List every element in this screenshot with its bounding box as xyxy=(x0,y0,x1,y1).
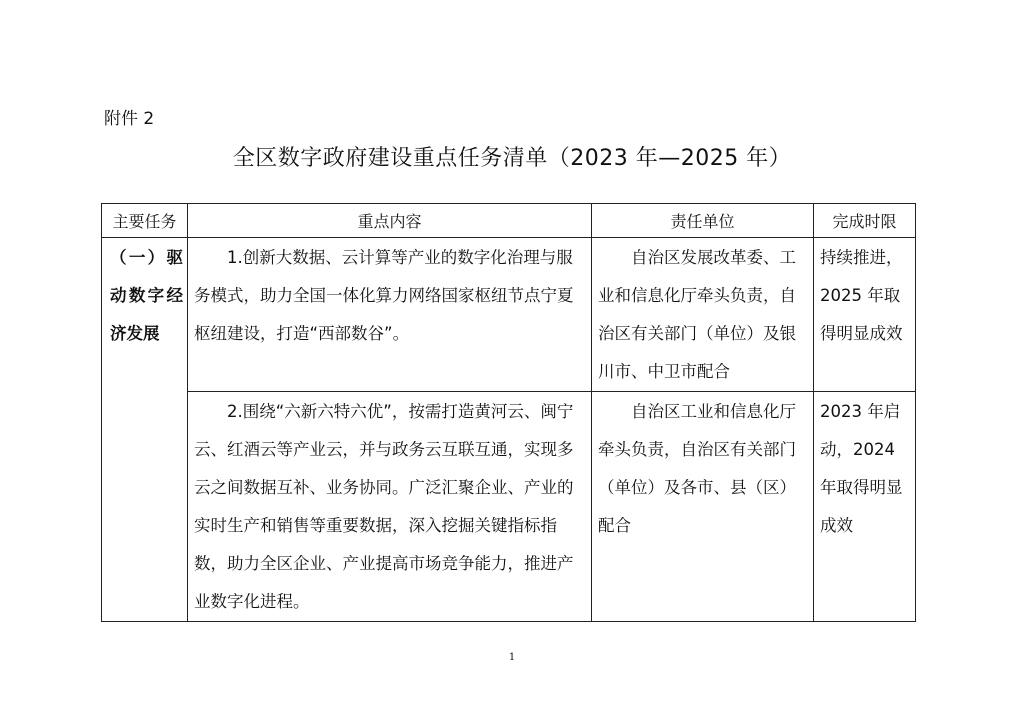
attachment-label: 附件 2 xyxy=(104,109,155,129)
category-label: （一）驱动数字经济发展 xyxy=(110,248,183,343)
category-cell xyxy=(102,238,188,622)
document-title: 全区数字政府建设重点任务清单（2023 年—2025 年） xyxy=(232,146,792,171)
header-key-content: 重点内容 xyxy=(188,204,592,238)
responsible-cell xyxy=(592,238,814,392)
header-deadline: 完成时限 xyxy=(814,204,916,238)
row-deadline: 持续推进，2025 年取得明显成效 xyxy=(820,248,903,343)
row-responsible: 自治区工业和信息化厅牵头负责，自治区有关部门（单位）及各市、县（区）配合 xyxy=(598,402,796,535)
header-responsible-unit: 责任单位 xyxy=(592,204,814,238)
table-row xyxy=(102,238,916,392)
row-deadline: 2023 年启动，2024 年取得明显成效 xyxy=(820,402,903,535)
content-cell xyxy=(188,238,592,392)
responsible-cell xyxy=(592,392,814,622)
row-responsible: 自治区发展改革委、工业和信息化厅牵头负责，自治区有关部门（单位）及银川市、中卫市配合 xyxy=(598,248,796,381)
page-number: 1 xyxy=(508,652,516,663)
task-list-table xyxy=(101,203,916,622)
row-content: 2.围绕“六新六特六优”，按需打造黄河云、闽宁云、红酒云等产业云，并与政务云互联互通，实现多云之间数据互补、业务协同。广泛汇聚企业、产业的实时生产和销售等重要数据，深入挖掘关键指标指数，助力全区企业、产业提高市场竞争能力，推进产业数字化进程。 xyxy=(194,402,574,611)
row-content: 1.创新大数据、云计算等产业的数字化治理与服务模式，助力全国一体化算力网络国家枢纽节点宁夏枢纽建设，打造“西部数谷”。 xyxy=(194,248,574,343)
table-header-row xyxy=(102,204,916,238)
header-main-task: 主要任务 xyxy=(102,204,188,238)
deadline-cell xyxy=(814,392,916,622)
table-row xyxy=(102,392,916,622)
deadline-cell xyxy=(814,238,916,392)
content-cell xyxy=(188,392,592,622)
